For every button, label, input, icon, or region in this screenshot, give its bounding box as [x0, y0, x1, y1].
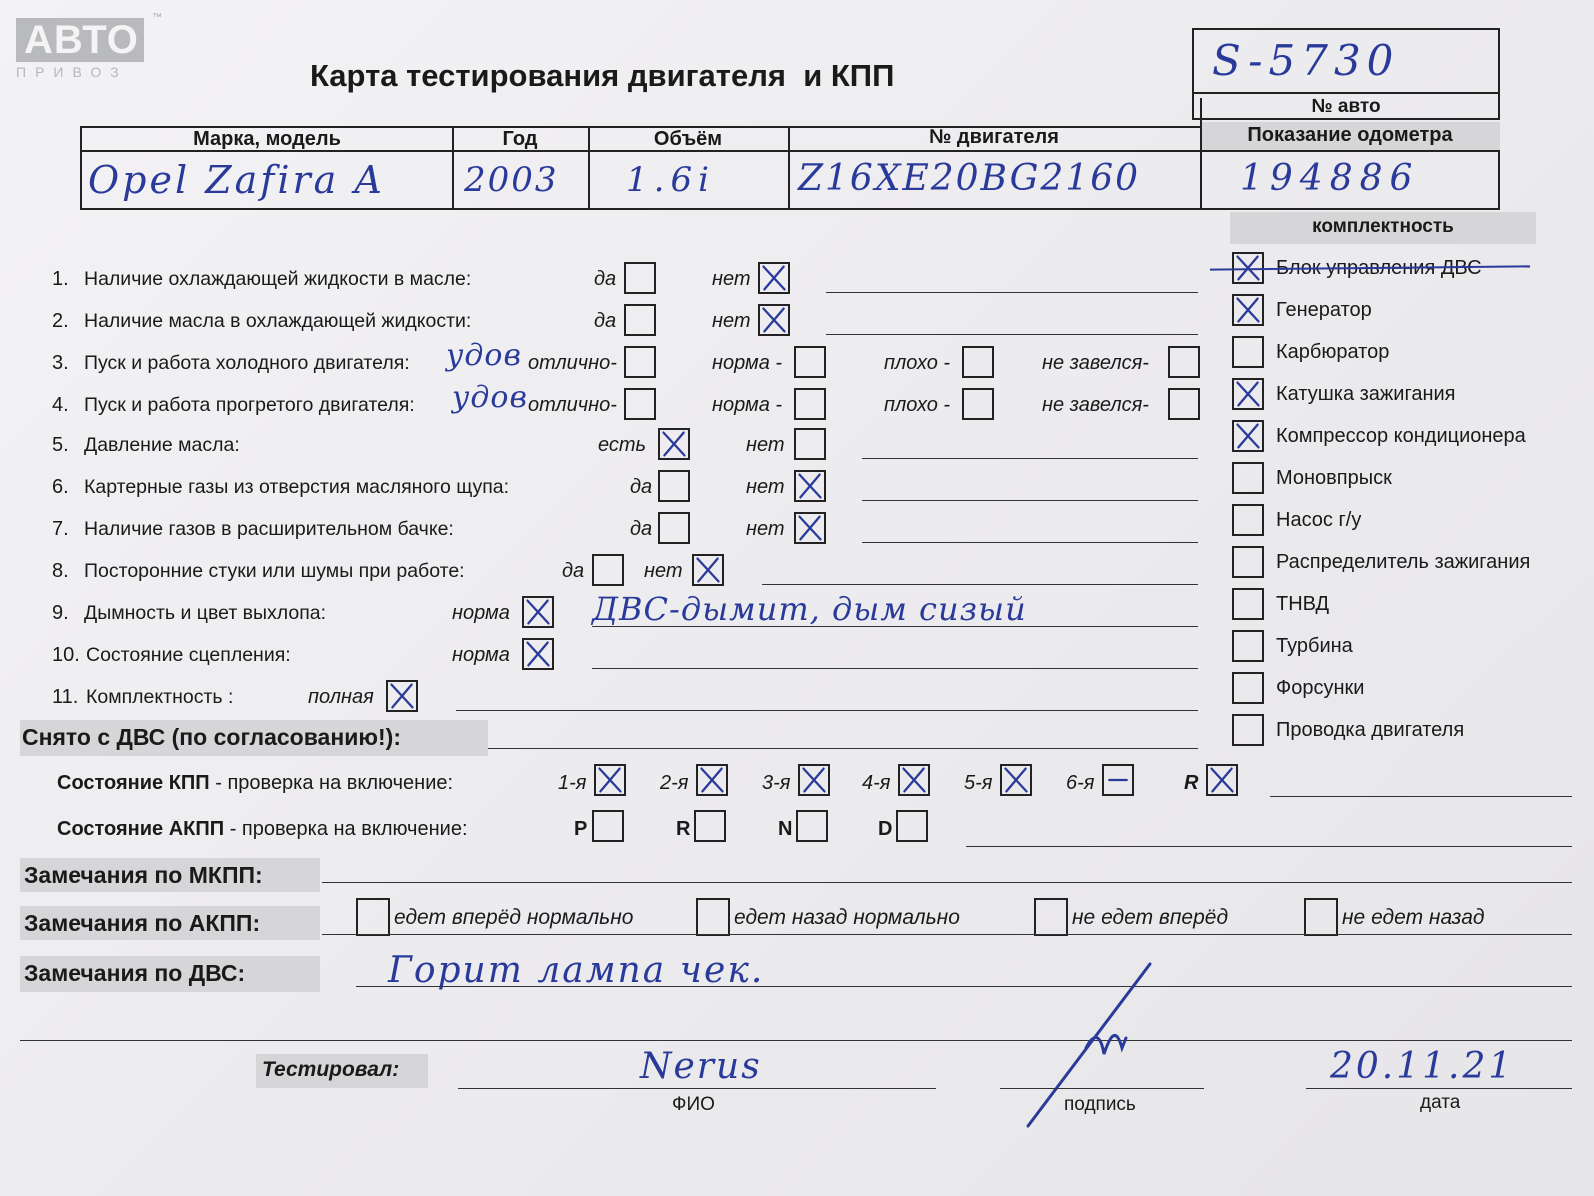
info-table: [80, 126, 1500, 210]
dash-mark: [1104, 766, 1132, 794]
snyato-label: Снято с ДВС (по согласованию!):: [22, 724, 401, 750]
logo-sub: ПРИВОЗ: [16, 64, 128, 80]
option-label: норма: [452, 644, 510, 666]
x-mark: [1234, 422, 1262, 450]
question-number: 9.: [52, 602, 69, 624]
gear-checkbox[interactable]: [594, 764, 626, 796]
option-label: отлично-: [528, 394, 617, 416]
gear-checkbox[interactable]: [898, 764, 930, 796]
question-text: Пуск и работа прогретого двигателя:: [84, 394, 415, 416]
x-mark: [760, 306, 788, 334]
logo: [16, 12, 162, 82]
option-checkbox[interactable]: [794, 428, 826, 460]
option-checkbox[interactable]: [794, 346, 826, 378]
komplekt-item-label: Карбюратор: [1276, 341, 1390, 363]
gear-checkbox[interactable]: [1102, 764, 1134, 796]
akpp-remark-checkbox[interactable]: [356, 898, 390, 936]
x-mark: [694, 556, 722, 584]
option-checkbox[interactable]: [692, 554, 724, 586]
option-label: да: [594, 268, 617, 290]
akpp-remark-checkbox[interactable]: [696, 898, 730, 936]
gear-label: R: [1184, 772, 1199, 794]
question-text: Посторонние стуки или шумы при работе:: [84, 560, 465, 582]
car-number-box: [1192, 28, 1500, 120]
logo-text: АВТО: [16, 18, 144, 62]
komplekt-checkbox[interactable]: [1232, 588, 1264, 620]
remarks-mkpp-line: [322, 882, 1572, 883]
option-checkbox[interactable]: [758, 262, 790, 294]
komplekt-item-label: Распределитель зажигания: [1276, 551, 1531, 573]
question-text: Давление масла:: [84, 434, 240, 456]
x-mark: [760, 264, 788, 292]
mode-label: N: [778, 818, 793, 840]
question-text: Наличие масла в охлаждающей жидкости:: [84, 310, 472, 332]
table-header: Марка, модель: [193, 128, 341, 150]
x-mark: [524, 598, 552, 626]
option-checkbox[interactable]: [624, 346, 656, 378]
engine-number-value: Z16XE20BG2160: [798, 158, 1141, 199]
mode-checkbox[interactable]: [592, 810, 624, 842]
x-mark: [1234, 380, 1262, 408]
col-divider: [1200, 98, 1202, 210]
year-value: 2003: [464, 160, 559, 200]
option-label: да: [630, 518, 653, 540]
table-header: Показание одометра: [1247, 124, 1453, 146]
handwritten-answer: удов: [452, 380, 528, 415]
snyato-line: [488, 748, 1198, 749]
option-label: норма: [452, 602, 510, 624]
komplekt-checkbox[interactable]: [1232, 714, 1264, 746]
question-text: Наличие охлаждающей жидкости в масле:: [84, 268, 472, 290]
answer-line: [862, 542, 1198, 543]
komplekt-checkbox[interactable]: [1232, 336, 1264, 368]
option-checkbox[interactable]: [794, 388, 826, 420]
answer-line: [762, 584, 1198, 585]
handwritten-answer: удов: [446, 338, 522, 373]
car-number-divider: [1194, 92, 1498, 94]
option-label: не завелся-: [1042, 352, 1149, 374]
gear-label: 4-я: [862, 772, 891, 794]
remarks-akpp-label: Замечания по АКПП:: [24, 910, 261, 936]
akpp-remark-checkbox[interactable]: [1034, 898, 1068, 936]
table-header: Год: [502, 128, 538, 150]
fio-value: Nerus: [640, 1046, 762, 1087]
x-mark: [900, 766, 928, 794]
komplekt-checkbox[interactable]: [1232, 378, 1264, 410]
gear-checkbox[interactable]: [1206, 764, 1238, 796]
komplekt-item-label: Моновпрыск: [1276, 467, 1392, 489]
kpp-label-rest: - проверка на включение:: [209, 772, 454, 794]
mode-checkbox[interactable]: [694, 810, 726, 842]
akpp-line: [966, 846, 1572, 847]
answer-line: [826, 334, 1198, 335]
komplekt-checkbox[interactable]: [1232, 672, 1264, 704]
komplekt-item-label: Катушка зажигания: [1276, 383, 1456, 405]
option-label: да: [630, 476, 653, 498]
model-value: Opel Zafira A: [88, 158, 385, 202]
akpp-remark-label: не едет назад: [1342, 906, 1485, 929]
question-text: Картерные газы из отверстия масляного щупа:: [84, 476, 510, 498]
option-label: норма -: [712, 352, 783, 374]
answer-line: [862, 458, 1198, 459]
option-label: нет: [746, 518, 785, 540]
komplekt-item-label: Блок управления ДВС: [1276, 257, 1482, 279]
option-label: есть: [598, 434, 647, 456]
table-header: № двигателя: [929, 126, 1059, 148]
option-checkbox[interactable]: [962, 388, 994, 420]
komplekt-checkbox[interactable]: [1232, 630, 1264, 662]
x-mark: [800, 766, 828, 794]
komplekt-item-label: ТНВД: [1276, 593, 1330, 615]
komplekt-checkbox[interactable]: [1232, 462, 1264, 494]
option-label: нет: [712, 268, 751, 290]
logo-tm: ™: [152, 12, 162, 23]
date-line: [1306, 1088, 1572, 1089]
option-checkbox[interactable]: [522, 596, 554, 628]
kpp-line: [1270, 796, 1572, 797]
x-mark: [524, 640, 552, 668]
mode-label: D: [878, 818, 893, 840]
akpp-label-bold: Состояние АКПП: [57, 818, 225, 840]
komplekt-item-label: Турбина: [1276, 635, 1353, 657]
komplekt-checkbox[interactable]: [1232, 504, 1264, 536]
option-label: плохо -: [884, 352, 951, 374]
option-checkbox[interactable]: [592, 554, 624, 586]
akpp-remark-checkbox[interactable]: [1304, 898, 1338, 936]
kpp-label: [57, 772, 453, 795]
page-title: Карта тестирования двигателя и КПП: [310, 58, 895, 93]
option-checkbox[interactable]: [794, 512, 826, 544]
komplekt-item-label: Форсунки: [1276, 677, 1365, 699]
x-mark: [796, 472, 824, 500]
odometer-value: 194886: [1240, 158, 1420, 199]
date-value: 20.11.21: [1330, 1046, 1515, 1087]
x-mark: [596, 766, 624, 794]
question-text: Пуск и работа холодного двигателя:: [84, 352, 410, 374]
question-number: 2.: [52, 310, 69, 332]
x-mark: [698, 766, 726, 794]
mode-checkbox[interactable]: [796, 810, 828, 842]
remarks-akpp-line: [322, 934, 1572, 935]
option-checkbox[interactable]: [386, 680, 418, 712]
answer-line: [592, 626, 1198, 627]
option-label: нет: [644, 560, 683, 582]
option-checkbox[interactable]: [658, 470, 690, 502]
fio-label: ФИО: [672, 1094, 715, 1115]
gear-label: 6-я: [1066, 772, 1095, 794]
question-number: 3.: [52, 352, 69, 374]
remarks-dvs-label: Замечания по ДВС:: [24, 960, 246, 986]
question-number: 5.: [52, 434, 69, 456]
x-mark: [388, 682, 416, 710]
option-label: да: [562, 560, 585, 582]
car-number-label: № авто: [1311, 96, 1381, 117]
option-label: плохо -: [884, 394, 951, 416]
question-number: 4.: [52, 394, 69, 416]
answer-line: [826, 292, 1198, 293]
question-text: Наличие газов в расширительном бачке:: [84, 518, 454, 540]
option-checkbox[interactable]: [624, 304, 656, 336]
question-text: Состояние сцепления:: [86, 644, 291, 666]
gear-label: 3-я: [762, 772, 791, 794]
table-header: Объём: [653, 128, 723, 150]
komplekt-item-label: Насос г/у: [1276, 509, 1362, 531]
remarks-dvs-value: Горит лампа чек.: [388, 950, 765, 991]
question-number: 6.: [52, 476, 69, 498]
x-mark: [1208, 766, 1236, 794]
mode-checkbox[interactable]: [896, 810, 928, 842]
question-number: 1.: [52, 268, 69, 290]
option-checkbox[interactable]: [1168, 346, 1200, 378]
option-label: нет: [746, 476, 785, 498]
question-text: Комплектность :: [86, 686, 234, 708]
question-number: 7.: [52, 518, 69, 540]
answer-line: [456, 710, 1198, 711]
gear-label: 1-я: [558, 772, 587, 794]
gear-label: 5-я: [964, 772, 993, 794]
gear-label: 2-я: [660, 772, 689, 794]
akpp-remark-label: едет вперёд нормально: [394, 906, 634, 929]
akpp-label: [57, 818, 468, 841]
remarks-dvs-line: [356, 986, 1572, 987]
option-checkbox[interactable]: [758, 304, 790, 336]
answer-line: [862, 500, 1198, 501]
komplekt-checkbox[interactable]: [1232, 546, 1264, 578]
option-label: да: [594, 310, 617, 332]
komplekt-title: комплектность: [1312, 216, 1454, 237]
akpp-remark-label: едет назад нормально: [734, 906, 960, 929]
komplekt-item-label: Проводка двигателя: [1276, 719, 1465, 741]
question-number: 10.: [52, 644, 80, 666]
handwritten-answer: ДВС-дымит, дым сизый: [592, 590, 1027, 628]
fio-line: [458, 1088, 936, 1089]
x-mark: [660, 430, 688, 458]
option-label: нет: [746, 434, 785, 456]
option-checkbox[interactable]: [962, 346, 994, 378]
remarks-extra-line: [20, 1040, 1572, 1041]
question-number: 11.: [52, 686, 79, 708]
date-label: дата: [1420, 1092, 1461, 1113]
komplekt-item-label: Компрессор кондиционера: [1276, 425, 1526, 447]
x-mark: [1234, 296, 1262, 324]
option-checkbox[interactable]: [522, 638, 554, 670]
remarks-mkpp-label: Замечания по МКПП:: [24, 862, 263, 888]
option-checkbox[interactable]: [624, 388, 656, 420]
x-mark: [796, 514, 824, 542]
komplekt-checkbox[interactable]: [1232, 294, 1264, 326]
gear-checkbox[interactable]: [696, 764, 728, 796]
podpis-label: подпись: [1064, 1094, 1136, 1115]
question-text: Дымность и цвет выхлопа:: [84, 602, 327, 624]
option-label: отлично-: [528, 352, 617, 374]
komplekt-item-label: Генератор: [1276, 299, 1372, 321]
x-mark: [1002, 766, 1030, 794]
option-checkbox[interactable]: [624, 262, 656, 294]
akpp-remark-label: не едет вперёд: [1072, 906, 1229, 929]
answer-line: [592, 668, 1198, 669]
mode-label: R: [676, 818, 691, 840]
option-checkbox[interactable]: [794, 470, 826, 502]
option-label: нет: [712, 310, 751, 332]
option-checkbox[interactable]: [1168, 388, 1200, 420]
gear-checkbox[interactable]: [1000, 764, 1032, 796]
option-label: полная: [308, 686, 374, 708]
volume-value: 1.6i: [626, 160, 715, 200]
kpp-label-bold: Состояние КПП: [57, 772, 210, 794]
option-checkbox[interactable]: [658, 512, 690, 544]
mode-label: P: [574, 818, 588, 840]
option-label: норма -: [712, 394, 783, 416]
gear-checkbox[interactable]: [798, 764, 830, 796]
komplekt-checkbox[interactable]: [1232, 420, 1264, 452]
option-label: не завелся-: [1042, 394, 1149, 416]
car-number-value: S-5730: [1212, 36, 1400, 85]
option-checkbox[interactable]: [658, 428, 690, 460]
question-number: 8.: [52, 560, 69, 582]
tested-label: Тестировал:: [262, 1058, 400, 1081]
akpp-label-rest: - проверка на включение:: [224, 818, 468, 840]
podpis-line: [1000, 1088, 1204, 1089]
